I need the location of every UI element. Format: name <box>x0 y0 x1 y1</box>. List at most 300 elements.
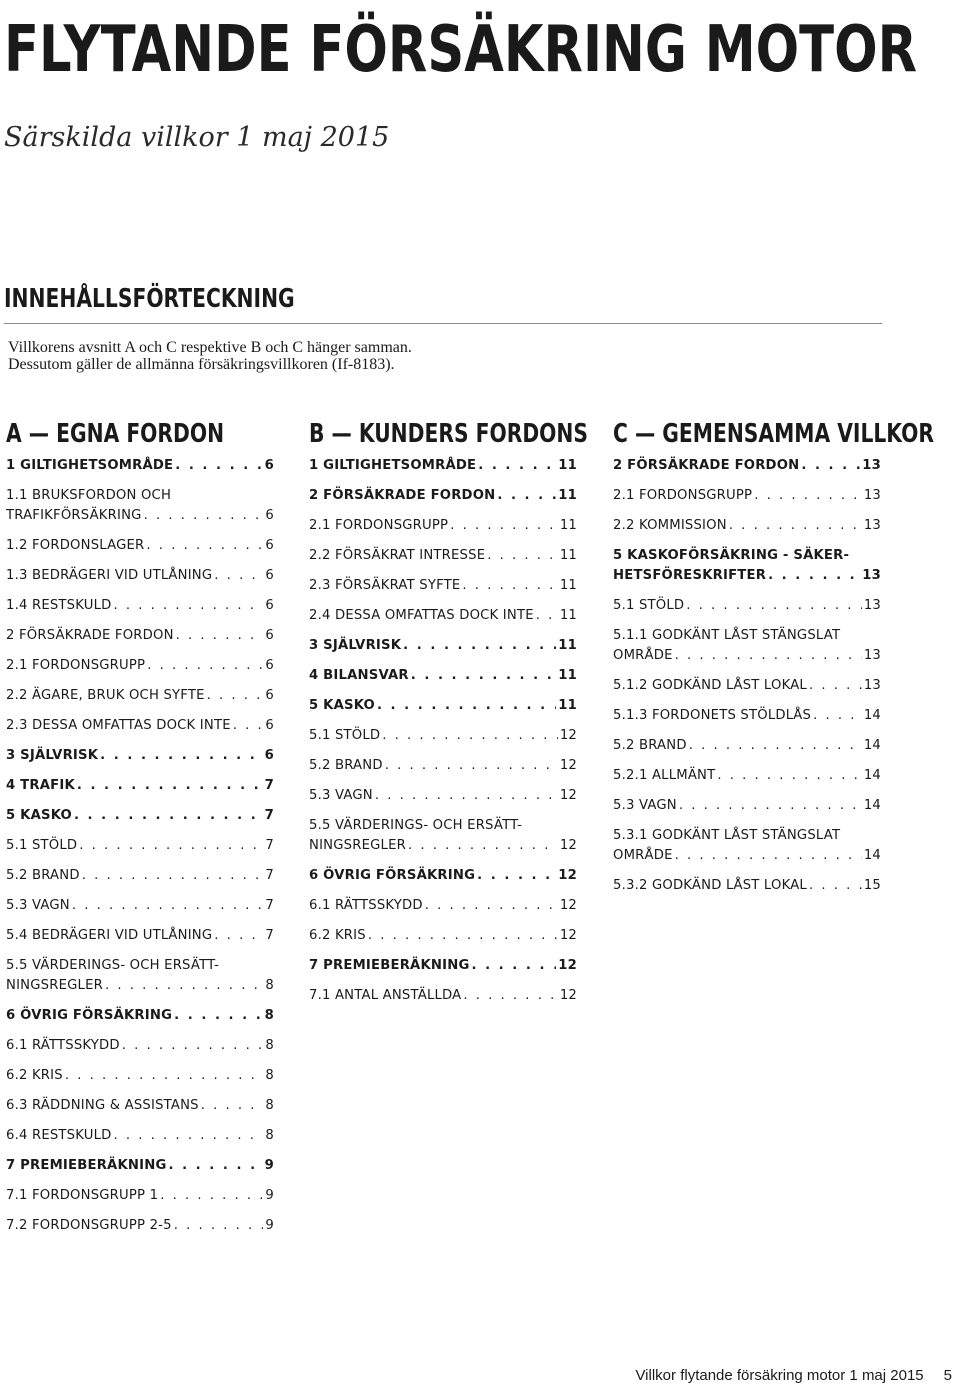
toc-entry[interactable] <box>613 796 881 816</box>
toc-entry-label: 1.3 BEDRÄGERI VID UTLÅNING <box>6 568 213 583</box>
dot-leader <box>147 656 263 676</box>
toc-entry-line <box>6 1066 274 1086</box>
dot-leader <box>754 486 862 506</box>
toc-entry-page: 13 <box>862 458 881 473</box>
toc-entry-label: HETSFÖRESKRIFTER <box>613 568 767 583</box>
toc-entry-line <box>6 656 274 676</box>
toc-entry-page: 11 <box>558 488 577 503</box>
toc-entry-page: 12 <box>559 988 577 1003</box>
dot-leader <box>809 676 862 696</box>
dot-leader <box>403 636 556 656</box>
toc-entry-label: 6.2 KRIS <box>6 1068 63 1083</box>
toc-entry-label: 6.3 RÄDDNING & ASSISTANS <box>6 1098 199 1113</box>
toc-entry[interactable] <box>309 756 577 776</box>
toc-entry-line <box>613 626 881 646</box>
toc-entry[interactable] <box>309 786 577 806</box>
toc-entry-label: OMRÅDE <box>613 648 673 663</box>
toc-entry[interactable] <box>613 766 881 786</box>
dot-leader <box>214 566 263 586</box>
toc-entry-line <box>6 896 274 916</box>
document-subtitle: Särskilda villkor 1 maj 2015 <box>4 122 390 153</box>
toc-entry[interactable] <box>6 836 274 856</box>
dot-leader <box>100 746 262 766</box>
dot-leader <box>105 976 263 996</box>
toc-entry[interactable] <box>309 926 577 946</box>
toc-entry[interactable] <box>309 986 577 1006</box>
toc-entry[interactable] <box>6 1126 274 1146</box>
toc-heading: INNEHÅLLSFÖRTECKNING <box>4 284 295 314</box>
dot-leader <box>385 756 558 776</box>
toc-entry-label: 5.4 BEDRÄGERI VID UTLÅNING <box>6 928 213 943</box>
toc-entry-label: NINGSREGLER <box>6 978 103 993</box>
toc-entry-page: 11 <box>559 518 577 533</box>
toc-entry-line <box>309 486 577 506</box>
toc-entry[interactable] <box>613 596 881 616</box>
column-title: A — EGNA FORDON <box>6 419 225 449</box>
toc-entry[interactable] <box>6 566 274 586</box>
dot-leader <box>675 846 862 866</box>
dot-leader <box>450 516 558 536</box>
toc-entry-label: 5.1 STÖLD <box>6 838 78 853</box>
toc-entry[interactable] <box>309 666 577 686</box>
toc-entry-page: 8 <box>265 1128 274 1143</box>
toc-entry-line <box>6 956 274 976</box>
toc-entry[interactable] <box>6 776 274 796</box>
toc-entry-page: 9 <box>265 1188 274 1203</box>
dot-leader <box>82 866 264 886</box>
dot-leader <box>497 486 556 506</box>
dot-leader <box>462 576 557 596</box>
toc-entry-label: 3 SJÄLVRISK <box>6 748 99 763</box>
toc-entries <box>309 456 577 1006</box>
toc-entry-line <box>309 836 577 856</box>
toc-entry[interactable] <box>6 896 274 916</box>
dot-leader <box>382 726 558 746</box>
toc-entry-page: 11 <box>559 548 577 563</box>
page-number: 5 <box>943 1367 952 1384</box>
toc-entry-label: 5.1.2 GODKÄND LÅST LOKAL <box>613 678 807 693</box>
toc-entry-line <box>309 456 577 476</box>
dot-leader <box>471 956 556 976</box>
toc-entry-page: 9 <box>264 1158 274 1173</box>
intro-line: Dessutom gäller de allmänna försäkringsvillkoren (If-8183). <box>8 356 395 373</box>
toc-entry-label: 6.2 KRIS <box>309 928 366 943</box>
toc-entry-label: 1.4 RESTSKULD <box>6 598 112 613</box>
dot-leader <box>114 1126 264 1146</box>
toc-entry-page: 14 <box>863 738 881 753</box>
dot-leader <box>207 686 264 706</box>
toc-entry-page: 7 <box>264 778 274 793</box>
toc-entry[interactable] <box>309 726 577 746</box>
toc-entry-page: 8 <box>265 1038 274 1053</box>
dot-leader <box>174 1216 264 1236</box>
toc-entry-line <box>613 826 881 846</box>
toc-entry[interactable] <box>6 956 274 996</box>
dot-leader <box>160 1186 263 1206</box>
toc-entry-line <box>309 576 577 596</box>
toc-entry-page: 6 <box>264 458 274 473</box>
toc-entry-line <box>6 596 274 616</box>
toc-entry-page: 14 <box>863 848 881 863</box>
toc-entry-label: 5.3 VAGN <box>6 898 70 913</box>
toc-entry-page: 9 <box>265 1218 274 1233</box>
toc-entry-line <box>6 866 274 886</box>
toc-entry[interactable] <box>309 546 577 566</box>
toc-entry[interactable] <box>309 606 577 626</box>
toc-entry-label: 2.2 ÄGARE, BRUK OCH SYFTE <box>6 688 205 703</box>
toc-entry-line <box>613 516 881 536</box>
toc-entry-label: 1.1 BRUKSFORDON OCH <box>6 488 172 503</box>
toc-entry-label: 7 PREMIEBERÄKNING <box>309 958 470 973</box>
toc-entry-label: 6.4 RESTSKULD <box>6 1128 112 1143</box>
toc-entries <box>6 456 274 1236</box>
toc-entry-page: 12 <box>559 788 577 803</box>
toc-entry[interactable] <box>6 656 274 676</box>
dot-leader <box>689 736 862 756</box>
toc-entry-page: 11 <box>558 668 577 683</box>
dot-leader <box>79 836 263 856</box>
toc-entry[interactable] <box>6 1066 274 1086</box>
toc-entry-page: 14 <box>863 798 881 813</box>
dot-leader <box>768 566 860 586</box>
toc-entry-label: 5 KASKO <box>309 698 375 713</box>
toc-entry[interactable] <box>309 896 577 916</box>
dot-leader <box>72 896 264 916</box>
toc-entry[interactable] <box>6 1156 274 1176</box>
toc-entry-label: 5.5 VÄRDERINGS- OCH ERSÄTT- <box>6 958 220 973</box>
toc-entry-page: 12 <box>559 838 577 853</box>
toc-entry-line <box>6 926 274 946</box>
toc-entry-line <box>309 726 577 746</box>
toc-entry-page: 13 <box>863 518 881 533</box>
toc-entry-label: 5.2.1 ALLMÄNT <box>613 768 716 783</box>
toc-entry-line <box>6 506 274 526</box>
toc-entry-label: 5.1 STÖLD <box>309 728 381 743</box>
toc-entry-label: 2.4 DESSA OMFATTAS DOCK INTE <box>309 608 534 623</box>
toc-entry-page: 6 <box>265 688 274 703</box>
page-footer <box>635 1367 952 1385</box>
toc-entry[interactable] <box>6 1216 274 1236</box>
toc-entry-line <box>613 646 881 666</box>
toc-entry-label: 5.3 VAGN <box>613 798 677 813</box>
toc-entries <box>613 456 881 896</box>
toc-entry-line <box>6 716 274 736</box>
toc-entry[interactable] <box>309 486 577 506</box>
toc-entry-label: 1 GILTIGHETSOMRÅDE <box>6 458 174 473</box>
dot-leader <box>122 1036 264 1056</box>
toc-entry-line <box>309 636 577 656</box>
toc-entry-line <box>613 546 881 566</box>
toc-entry-line <box>309 546 577 566</box>
toc-entry[interactable] <box>6 456 274 476</box>
toc-entry-line <box>309 986 577 1006</box>
toc-entry-line <box>6 1216 274 1236</box>
toc-entry-line <box>6 1156 274 1176</box>
toc-entry-label: 5.2 BRAND <box>6 868 80 883</box>
toc-entry[interactable] <box>6 806 274 826</box>
toc-entry-page: 7 <box>265 868 274 883</box>
dot-leader <box>478 456 556 476</box>
toc-entry-page: 14 <box>863 768 881 783</box>
toc-entry-label: TRAFIKFÖRSÄKRING <box>6 508 142 523</box>
heading-divider <box>4 323 882 324</box>
toc-entry-line <box>6 1126 274 1146</box>
toc-entry[interactable] <box>6 626 274 646</box>
toc-entry[interactable] <box>6 1006 274 1026</box>
toc-entry-line <box>6 806 274 826</box>
toc-entry[interactable] <box>6 866 274 886</box>
dot-leader <box>686 596 862 616</box>
dot-leader <box>813 706 862 726</box>
toc-entry[interactable] <box>6 1186 274 1206</box>
toc-entry-label: 2 FÖRSÄKRADE FORDON <box>6 628 174 643</box>
toc-entry[interactable] <box>309 816 577 856</box>
dot-leader <box>114 596 264 616</box>
dot-leader <box>463 986 557 1006</box>
dot-leader <box>801 456 860 476</box>
toc-entry-line <box>309 926 577 946</box>
toc-entry[interactable] <box>6 926 274 946</box>
toc-entry[interactable] <box>6 536 274 556</box>
toc-entry-page: 6 <box>265 598 274 613</box>
dot-leader <box>717 766 861 786</box>
dot-leader <box>809 876 862 896</box>
toc-entry-label: 5.3.1 GODKÄNT LÅST STÄNGSLAT <box>613 828 841 843</box>
dot-leader <box>679 796 862 816</box>
dot-leader <box>368 926 558 946</box>
toc-entry-line <box>6 1006 274 1026</box>
dot-leader <box>675 646 862 666</box>
toc-entry-label: 5.3.2 GODKÄND LÅST LOKAL <box>613 878 807 893</box>
toc-entry-label: NINGSREGLER <box>309 838 406 853</box>
toc-entry-label: 5.3 VAGN <box>309 788 373 803</box>
toc-entry-line <box>309 956 577 976</box>
toc-entry-page: 6 <box>265 628 274 643</box>
toc-entry-label: 2.2 FÖRSÄKRAT INTRESSE <box>309 548 486 563</box>
toc-entry-line <box>6 746 274 766</box>
intro-line: Villkorens avsnitt A och C respektive B och C hänger samman. <box>8 339 412 356</box>
dot-leader <box>144 506 264 526</box>
toc-entry-label: 5.2 BRAND <box>309 758 383 773</box>
toc-entry-label: 2.1 FORDONSGRUPP <box>309 518 449 533</box>
toc-entry-page: 8 <box>265 1098 274 1113</box>
toc-entry-line <box>613 566 881 586</box>
toc-entry[interactable] <box>6 1036 274 1056</box>
intro-text <box>8 339 708 373</box>
toc-entry-line <box>6 1096 274 1116</box>
toc-entry-page: 12 <box>559 898 577 913</box>
toc-entry-label: 5 KASKOFÖRSÄKRING - SÄKER- <box>613 548 850 563</box>
toc-entry-label: 6 ÖVRIG FÖRSÄKRING <box>6 1008 173 1023</box>
toc-entry-label: 2 FÖRSÄKRADE FORDON <box>613 458 800 473</box>
dot-leader <box>146 536 263 556</box>
toc-entry-line <box>6 566 274 586</box>
toc-entry-line <box>6 1036 274 1056</box>
toc-entry-page: 13 <box>863 648 881 663</box>
toc-entry-line <box>6 1186 274 1206</box>
toc-entry-line <box>309 606 577 626</box>
toc-entry-page: 8 <box>264 1008 274 1023</box>
toc-entry-label: 4 BILANSVAR <box>309 668 409 683</box>
toc-column-c <box>613 418 934 906</box>
toc-entry-line <box>613 706 881 726</box>
toc-entry-page: 12 <box>558 958 577 973</box>
toc-entry-label: 5.1.1 GODKÄNT LÅST STÄNGSLAT <box>613 628 841 643</box>
toc-entry-label: 7.1 ANTAL ANSTÄLLDA <box>309 988 462 1003</box>
toc-entry-line <box>6 976 274 996</box>
toc-entry-label: 5.5 VÄRDERINGS- OCH ERSÄTT- <box>309 818 523 833</box>
toc-entry-label: 2.2 KOMMISSION <box>613 518 727 533</box>
toc-entry[interactable] <box>613 676 881 696</box>
toc-entry-page: 12 <box>559 728 577 743</box>
toc-entry-line <box>6 536 274 556</box>
toc-entry-page: 11 <box>559 578 577 593</box>
toc-entry-line <box>309 816 577 836</box>
toc-entry[interactable] <box>6 746 274 766</box>
toc-entry-line <box>309 696 577 716</box>
toc-entry-page: 7 <box>264 808 274 823</box>
toc-entry-page: 11 <box>558 458 577 473</box>
toc-entry[interactable] <box>613 826 881 866</box>
toc-entry-page: 13 <box>862 568 881 583</box>
toc-column-b <box>309 418 588 1016</box>
toc-entry-line <box>309 756 577 776</box>
toc-entry-line <box>6 626 274 646</box>
toc-entry-label: 2 FÖRSÄKRADE FORDON <box>309 488 496 503</box>
toc-entry-line <box>613 456 881 476</box>
toc-entry-page: 8 <box>265 1068 274 1083</box>
toc-entry-label: 5.1.3 FORDONETS STÖLDLÅS <box>613 708 812 723</box>
toc-entry-line <box>309 786 577 806</box>
toc-entry-page: 11 <box>558 638 577 653</box>
toc-entry-page: 13 <box>863 678 881 693</box>
toc-entry-line <box>613 766 881 786</box>
toc-entry-label: 6.1 RÄTTSSKYDD <box>6 1038 120 1053</box>
toc-entry-label: OMRÅDE <box>613 848 673 863</box>
toc-entry-label: 4 TRAFIK <box>6 778 75 793</box>
toc-entry-page: 6 <box>265 508 274 523</box>
toc-entry-line <box>613 876 881 896</box>
toc-entry[interactable] <box>6 1096 274 1116</box>
toc-entry-label: 7 PREMIEBERÄKNING <box>6 1158 167 1173</box>
dot-leader <box>425 896 558 916</box>
dot-leader <box>411 666 556 686</box>
column-title: C — GEMENSAMMA VILLKOR <box>613 419 934 449</box>
toc-entry-label: 5 KASKO <box>6 808 72 823</box>
toc-entry[interactable] <box>613 516 881 536</box>
toc-entry-page: 8 <box>265 978 274 993</box>
toc-entry-line <box>6 776 274 796</box>
toc-entry-page: 6 <box>264 748 274 763</box>
toc-entry-line <box>309 866 577 886</box>
dot-leader <box>233 716 264 736</box>
toc-entry-page: 6 <box>265 718 274 733</box>
dot-leader <box>487 546 558 566</box>
toc-entry-page: 12 <box>559 758 577 773</box>
toc-entry-line <box>6 486 274 506</box>
toc-entry-line <box>613 486 881 506</box>
toc-entry-line <box>6 836 274 856</box>
toc-entry-label: 6.1 RÄTTSSKYDD <box>309 898 423 913</box>
toc-entry[interactable] <box>6 686 274 706</box>
toc-entry-label: 2.1 FORDONSGRUPP <box>6 658 146 673</box>
toc-column-a <box>6 418 274 1246</box>
toc-entry-page: 11 <box>558 698 577 713</box>
toc-entry[interactable] <box>613 876 881 896</box>
dot-leader <box>174 1006 262 1026</box>
dot-leader <box>729 516 862 536</box>
toc-entry[interactable] <box>6 486 274 526</box>
toc-entry-line <box>613 846 881 866</box>
toc-entry-label: 1 GILTIGHETSOMRÅDE <box>309 458 477 473</box>
dot-leader <box>175 456 262 476</box>
dot-leader <box>214 926 263 946</box>
toc-entry[interactable] <box>309 576 577 596</box>
toc-entry-line <box>309 666 577 686</box>
toc-entry[interactable] <box>613 706 881 726</box>
toc-entry-line <box>613 796 881 816</box>
dot-leader <box>408 836 558 856</box>
toc-entry[interactable] <box>613 486 881 506</box>
toc-entry-page: 7 <box>265 928 274 943</box>
toc-entry-label: 7.2 FORDONSGRUPP 2-5 <box>6 1218 172 1233</box>
toc-entry-label: 2.1 FORDONSGRUPP <box>613 488 753 503</box>
toc-entry-page: 6 <box>265 538 274 553</box>
toc-entry-page: 12 <box>559 928 577 943</box>
toc-entry[interactable] <box>309 456 577 476</box>
toc-entry[interactable] <box>6 596 274 616</box>
toc-entry[interactable] <box>309 636 577 656</box>
toc-entry-label: 5.2 BRAND <box>613 738 687 753</box>
toc-entry[interactable] <box>309 696 577 716</box>
toc-entry[interactable] <box>613 456 881 476</box>
toc-entry[interactable] <box>309 956 577 976</box>
dot-leader <box>477 866 556 886</box>
dot-leader <box>168 1156 262 1176</box>
toc-entry-page: 15 <box>863 878 881 893</box>
toc-entry-label: 2.3 FÖRSÄKRAT SYFTE <box>309 578 461 593</box>
toc-entry-label: 7.1 FORDONSGRUPP 1 <box>6 1188 159 1203</box>
dot-leader <box>176 626 264 646</box>
toc-entry-label: 1.2 FORDONSLAGER <box>6 538 145 553</box>
toc-entry-page: 7 <box>265 898 274 913</box>
toc-entry-page: 14 <box>863 708 881 723</box>
dot-leader <box>201 1096 264 1116</box>
toc-entry-page: 12 <box>558 868 577 883</box>
column-title: B — KUNDERS FORDONS <box>309 419 588 449</box>
toc-entry-label: 2.3 DESSA OMFATTAS DOCK INTE <box>6 718 231 733</box>
toc-entry-line <box>613 596 881 616</box>
dot-leader <box>377 696 556 716</box>
toc-entry-page: 13 <box>863 488 881 503</box>
toc-entry[interactable] <box>309 866 577 886</box>
toc-entry[interactable] <box>613 626 881 666</box>
dot-leader <box>536 606 558 626</box>
document-title: FLYTANDE FÖRSÄKRING MOTOR <box>4 13 918 87</box>
dot-leader <box>65 1066 264 1086</box>
toc-entry-line <box>309 516 577 536</box>
toc-entry-page: 6 <box>265 568 274 583</box>
dot-leader <box>375 786 558 806</box>
toc-entry[interactable] <box>613 546 881 586</box>
toc-entry[interactable] <box>6 716 274 736</box>
toc-entry-page: 6 <box>265 658 274 673</box>
toc-entry[interactable] <box>309 516 577 536</box>
toc-entry-line <box>6 686 274 706</box>
toc-entry-page: 13 <box>863 598 881 613</box>
toc-entry-line <box>309 896 577 916</box>
toc-entry[interactable] <box>613 736 881 756</box>
